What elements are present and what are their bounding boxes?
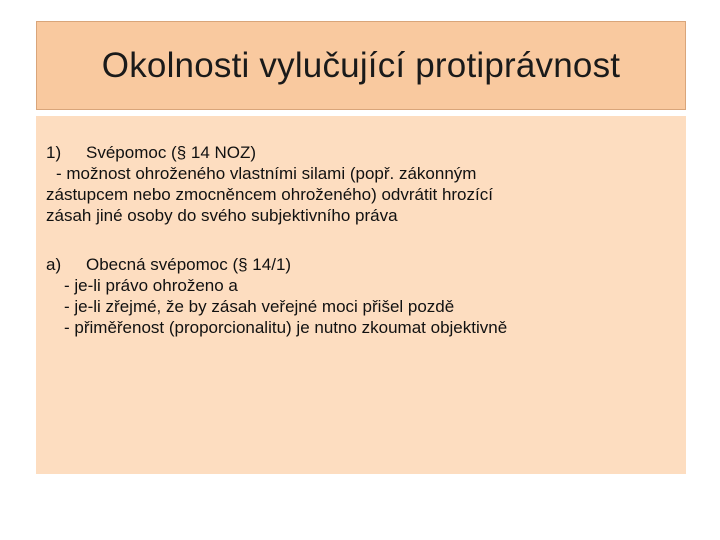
section-1-definition-line-3: zásah jiné osoby do svého subjektivního práva <box>46 206 398 225</box>
condition-item: - je-li zřejmé, že by zásah veřejné moci přišel pozdě <box>64 297 455 316</box>
section-2-letter: a) <box>46 255 62 274</box>
section-1-heading: Svépomoc (§ 14 NOZ) <box>86 143 257 162</box>
section-1-definition-line-1: - možnost ohroženého vlastními silami (popř. zákonným <box>56 164 477 183</box>
section-2-heading-line <box>46 254 676 275</box>
section-1-definition-line-2: zástupcem nebo zmocněncem ohroženého) odvrátit hrozící <box>46 185 493 204</box>
section-1-heading-line <box>46 142 676 163</box>
section-1-number: 1) <box>46 143 62 162</box>
slide-content <box>36 116 686 474</box>
condition-item: - je-li právo ohroženo a <box>64 276 238 295</box>
slide-title: Okolnosti vylučující protiprávnost <box>101 45 621 85</box>
condition-item: - přiměřenost (proporcionalitu) je nutno zkoumat objektivně <box>64 318 508 337</box>
section-2-heading: Obecná svépomoc (§ 14/1) <box>86 255 292 274</box>
spacer <box>46 226 676 254</box>
slide-title-box <box>36 21 686 110</box>
